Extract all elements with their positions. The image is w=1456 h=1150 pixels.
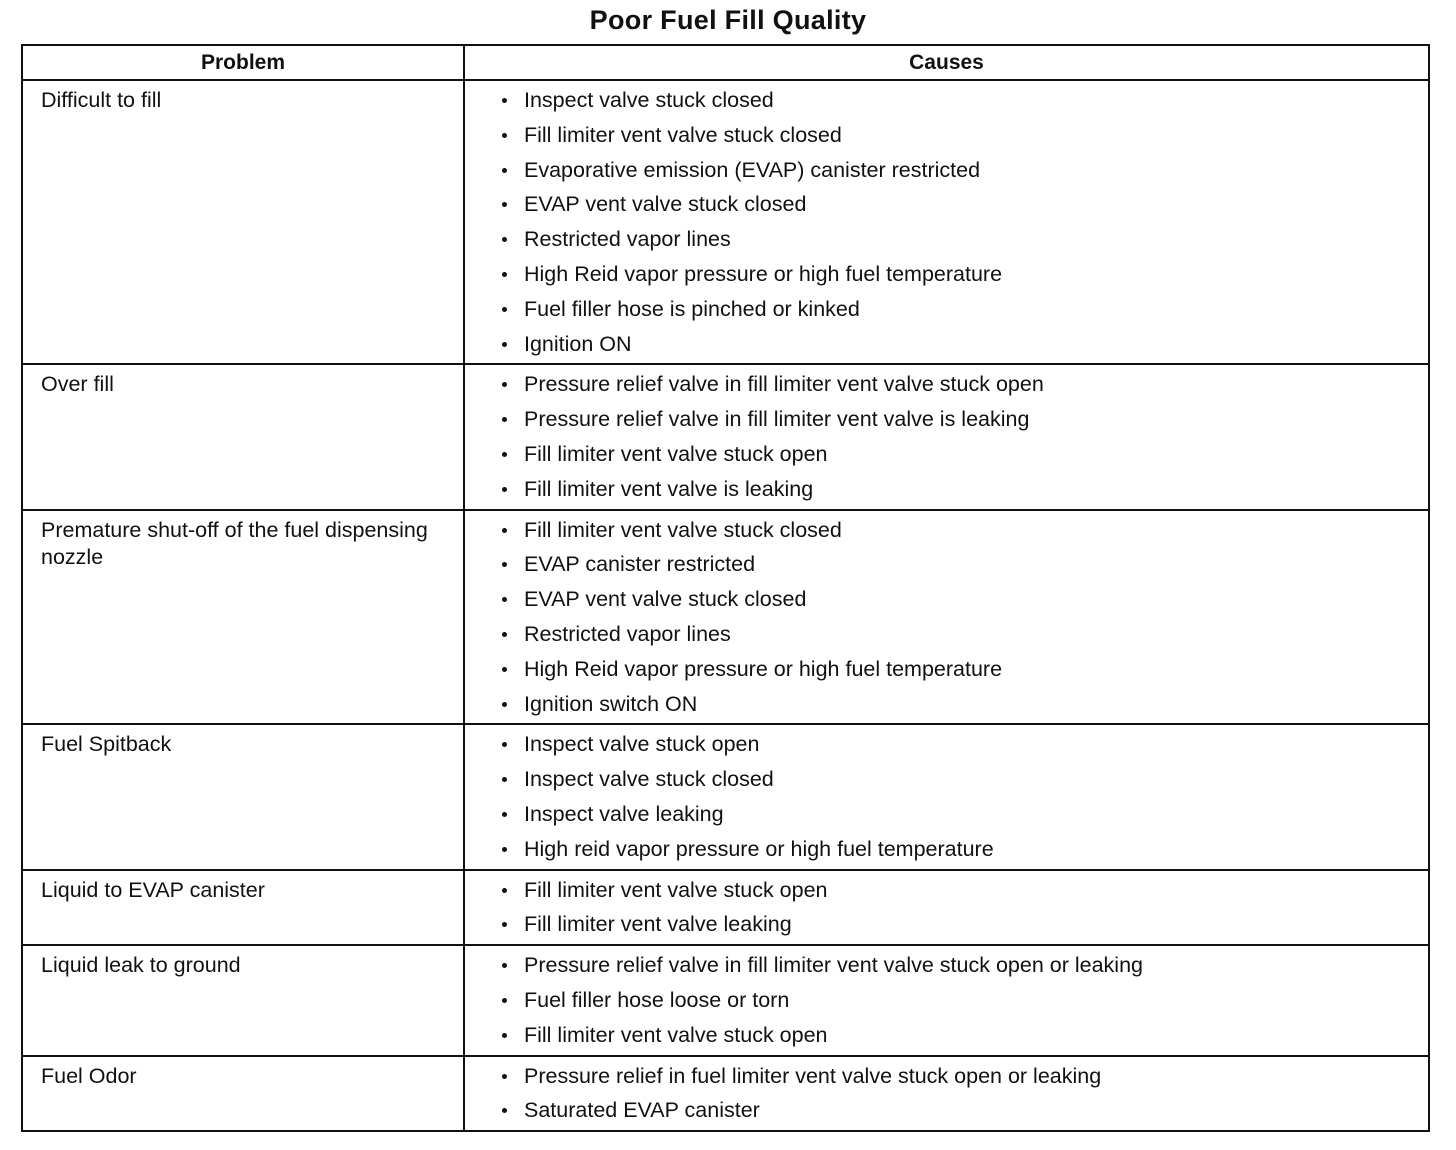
cause-item: Saturated EVAP canister <box>465 1095 1428 1130</box>
page-title: Poor Fuel Fill Quality <box>589 5 867 35</box>
cause-item: High Reid vapor pressure or high fuel temperature <box>465 654 1428 689</box>
cause-item: Inspect valve leaking <box>465 799 1428 834</box>
cause-item: High reid vapor pressure or high fuel temperature <box>465 834 1428 869</box>
cause-item: Inspect valve stuck open <box>465 729 1428 764</box>
cause-item: Fill limiter vent valve stuck open <box>465 1020 1428 1055</box>
cause-item: Evaporative emission (EVAP) canister restricted <box>465 155 1428 190</box>
problem-cell: Difficult to fill <box>22 80 464 364</box>
cause-item: Fill limiter vent valve is leaking <box>465 474 1428 509</box>
diagnosis-table <box>21 44 1430 1132</box>
cause-item: Fill limiter vent valve stuck closed <box>465 120 1428 155</box>
cause-item: Pressure relief valve in fill limiter vent valve is leaking <box>465 404 1428 439</box>
causes-cell <box>464 945 1429 1055</box>
cause-item: Fill limiter vent valve stuck closed <box>465 515 1428 550</box>
causes-cell <box>464 80 1429 364</box>
cause-item: Fill limiter vent valve stuck open <box>465 875 1428 910</box>
table-header-row <box>22 45 1429 80</box>
causes-cell <box>464 364 1429 509</box>
cause-item: Inspect valve stuck closed <box>465 85 1428 120</box>
cause-item: Inspect valve stuck closed <box>465 764 1428 799</box>
cause-item: EVAP vent valve stuck closed <box>465 584 1428 619</box>
cause-item: High Reid vapor pressure or high fuel temperature <box>465 259 1428 294</box>
cause-list <box>465 515 1428 724</box>
causes-cell <box>464 1056 1429 1132</box>
causes-cell <box>464 870 1429 946</box>
cause-list <box>465 369 1428 508</box>
cause-item: EVAP canister restricted <box>465 549 1428 584</box>
cause-item: Fuel filler hose loose or torn <box>465 985 1428 1020</box>
cause-item: EVAP vent valve stuck closed <box>465 189 1428 224</box>
cause-item: Pressure relief valve in fill limiter vent valve stuck open <box>465 369 1428 404</box>
causes-cell <box>464 510 1429 725</box>
table-row <box>22 510 1429 725</box>
cause-list <box>465 729 1428 868</box>
cause-item: Restricted vapor lines <box>465 619 1428 654</box>
cause-list <box>465 1061 1428 1131</box>
problem-cell: Over fill <box>22 364 464 509</box>
cause-list <box>465 950 1428 1054</box>
table-row <box>22 945 1429 1055</box>
cause-item: Fill limiter vent valve stuck open <box>465 439 1428 474</box>
cause-list <box>465 875 1428 945</box>
problem-cell: Premature shut-off of the fuel dispensing nozzle <box>22 510 464 725</box>
table-row <box>22 1056 1429 1132</box>
causes-column-header: Causes <box>464 45 1429 80</box>
cause-item: Pressure relief in fuel limiter vent valve stuck open or leaking <box>465 1061 1428 1096</box>
table-row <box>22 870 1429 946</box>
problem-cell: Liquid to EVAP canister <box>22 870 464 946</box>
table-row <box>22 80 1429 364</box>
table-body <box>22 80 1429 1131</box>
table-row <box>22 364 1429 509</box>
causes-cell <box>464 724 1429 869</box>
cause-item: Pressure relief valve in fill limiter vent valve stuck open or leaking <box>465 950 1428 985</box>
cause-item: Ignition ON <box>465 329 1428 364</box>
cause-item: Fuel filler hose is pinched or kinked <box>465 294 1428 329</box>
problem-cell: Liquid leak to ground <box>22 945 464 1055</box>
problem-column-header: Problem <box>22 45 464 80</box>
problem-cell: Fuel Odor <box>22 1056 464 1132</box>
cause-item: Restricted vapor lines <box>465 224 1428 259</box>
cause-list <box>465 85 1428 363</box>
cause-item: Ignition switch ON <box>465 689 1428 724</box>
table-row <box>22 724 1429 869</box>
cause-item: Fill limiter vent valve leaking <box>465 909 1428 944</box>
problem-cell: Fuel Spitback <box>22 724 464 869</box>
